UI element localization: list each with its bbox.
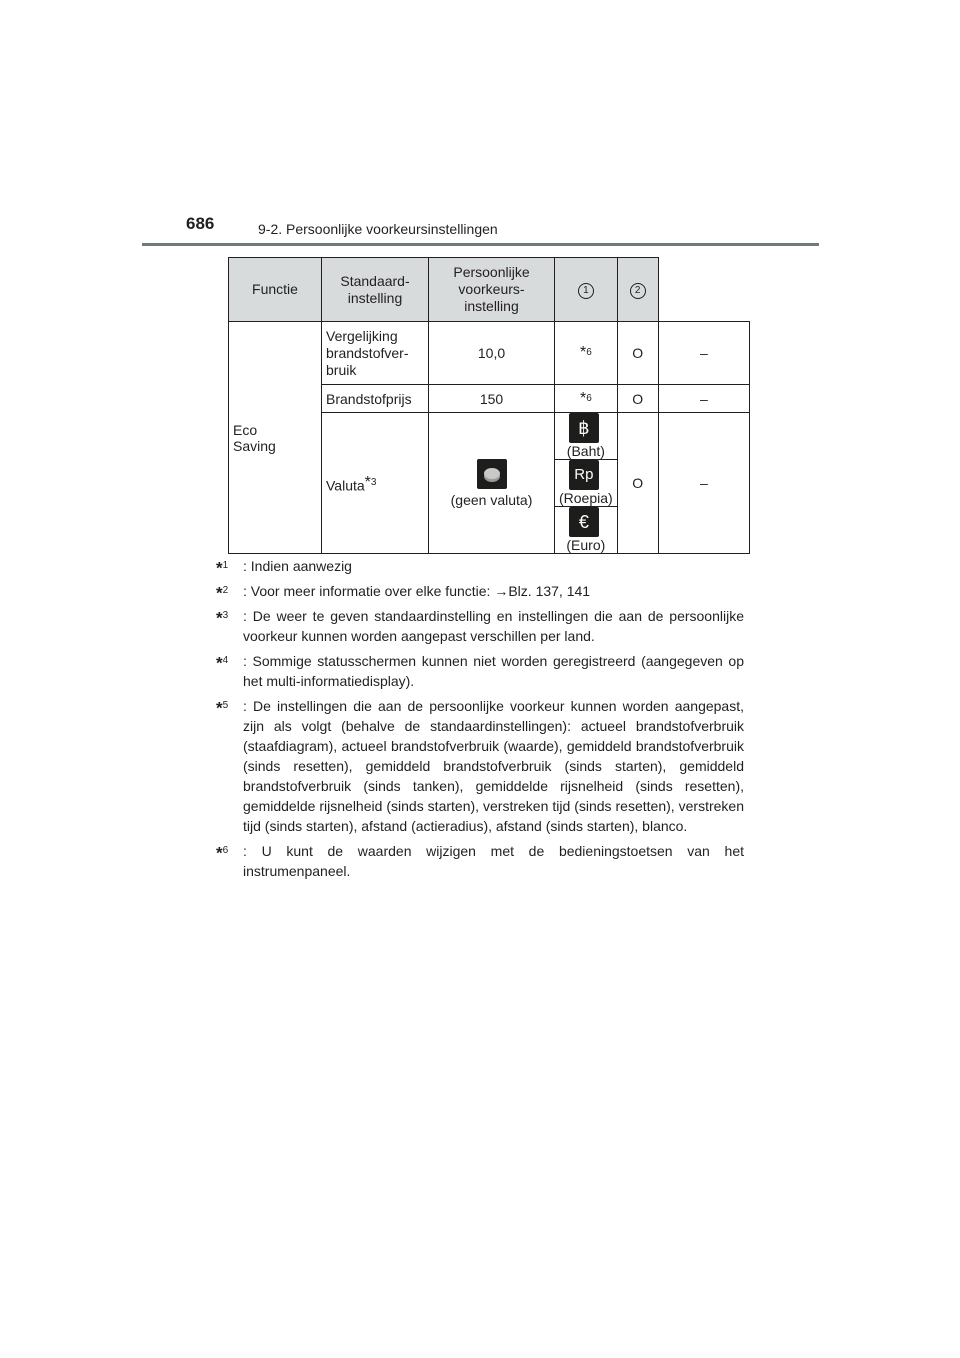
circle-2-icon: 2 [630, 283, 646, 299]
row-col2: – [658, 413, 749, 554]
col-header-1 [555, 258, 618, 322]
row-default-valuta: (geen valuta) [429, 413, 555, 554]
footnotes [216, 556, 744, 886]
header-divider [142, 243, 819, 246]
baht-icon: ฿ [569, 413, 599, 443]
valuta-option-euro: €(Euro) [555, 507, 618, 554]
footnote: *$^5$ : De instellingen die aan de persoonlijke voorkeur kunnen worden aangepast, zijn als volgt (behalve de standaardinstellingen): actueel brandstofverbruik (staafdiagram), actueel brandstofverbruik (waarde), gemiddeld brandstofverbruik (sinds resetten), gemiddeld brandstofverbruik (sinds starten), gemiddeld brandstofverbruik (sinds tanken), gemiddelde rijsnelheid (sinds resetten), gemiddelde rijsnelheid (sinds starten), verstreken tijd (sinds resetten), verstreken tijd (sinds starten), afstand (actieradius), afstand (sinds starten), blanco. [216, 698, 744, 834]
table-header-row [229, 258, 750, 322]
euro-icon: € [569, 507, 599, 537]
col-header-2 [617, 258, 658, 322]
coins-icon [477, 459, 507, 489]
row-name: Vergelijking brandstofver- bruik [322, 322, 429, 385]
asterisk-icon: * [364, 474, 371, 492]
section-title: 9-2. Persoonlijke voorkeursinstellingen [258, 221, 498, 237]
page-number: 686 [186, 214, 215, 233]
footnote: *$^6$ : U kunt de waarden wijzigen met de bedieningstoetsen van het instrumenpaneel. [216, 843, 744, 879]
row-col2: – [658, 385, 749, 413]
circle-1-icon: 1 [578, 283, 594, 299]
table-row [229, 322, 750, 385]
rupiah-icon: Rp [569, 460, 599, 490]
row-custom-note: *6 [555, 385, 618, 413]
footnote: *$^1$ : Indien aanwezig [216, 558, 352, 578]
col-header-custom: Persoonlijke voorkeurs- instelling [429, 258, 555, 322]
asterisk-icon: * [579, 389, 587, 407]
row-name: Brandstofprijs [322, 385, 429, 413]
row-col1: O [617, 385, 658, 413]
group-eco-saving: Eco Saving [229, 322, 322, 554]
settings-table [228, 257, 750, 554]
col-header-function: Functie [229, 258, 322, 322]
row-col1: O [617, 413, 658, 554]
row-default: 150 [429, 385, 555, 413]
row-custom-note: *6 [555, 322, 618, 385]
footnote: *$^2$ : Voor meer informatie over elke functie: →Blz. 137, 141 [216, 583, 591, 603]
footnote: *$^4$ : Sommige statusschermen kunnen niet worden geregistreerd (aangegeven op het multi-informatiedisplay). [216, 653, 744, 689]
valuta-option-rupiah: Rp(Roepia) [555, 460, 618, 507]
row-default: 10,0 [429, 322, 555, 385]
col-header-default: Standaard- instelling [322, 258, 429, 322]
footnote: *$^3$ : De weer te geven standaardinstelling en instellingen die aan de persoonlijke voorkeur kunnen worden aangepast verschillen per land. [216, 608, 744, 644]
row-col1: O [617, 322, 658, 385]
valuta-option-baht: ฿(Baht) [555, 413, 618, 460]
row-name-valuta: Valuta$^{*3}$ [322, 413, 429, 554]
row-col2: – [658, 322, 749, 385]
asterisk-icon: * [579, 344, 587, 362]
